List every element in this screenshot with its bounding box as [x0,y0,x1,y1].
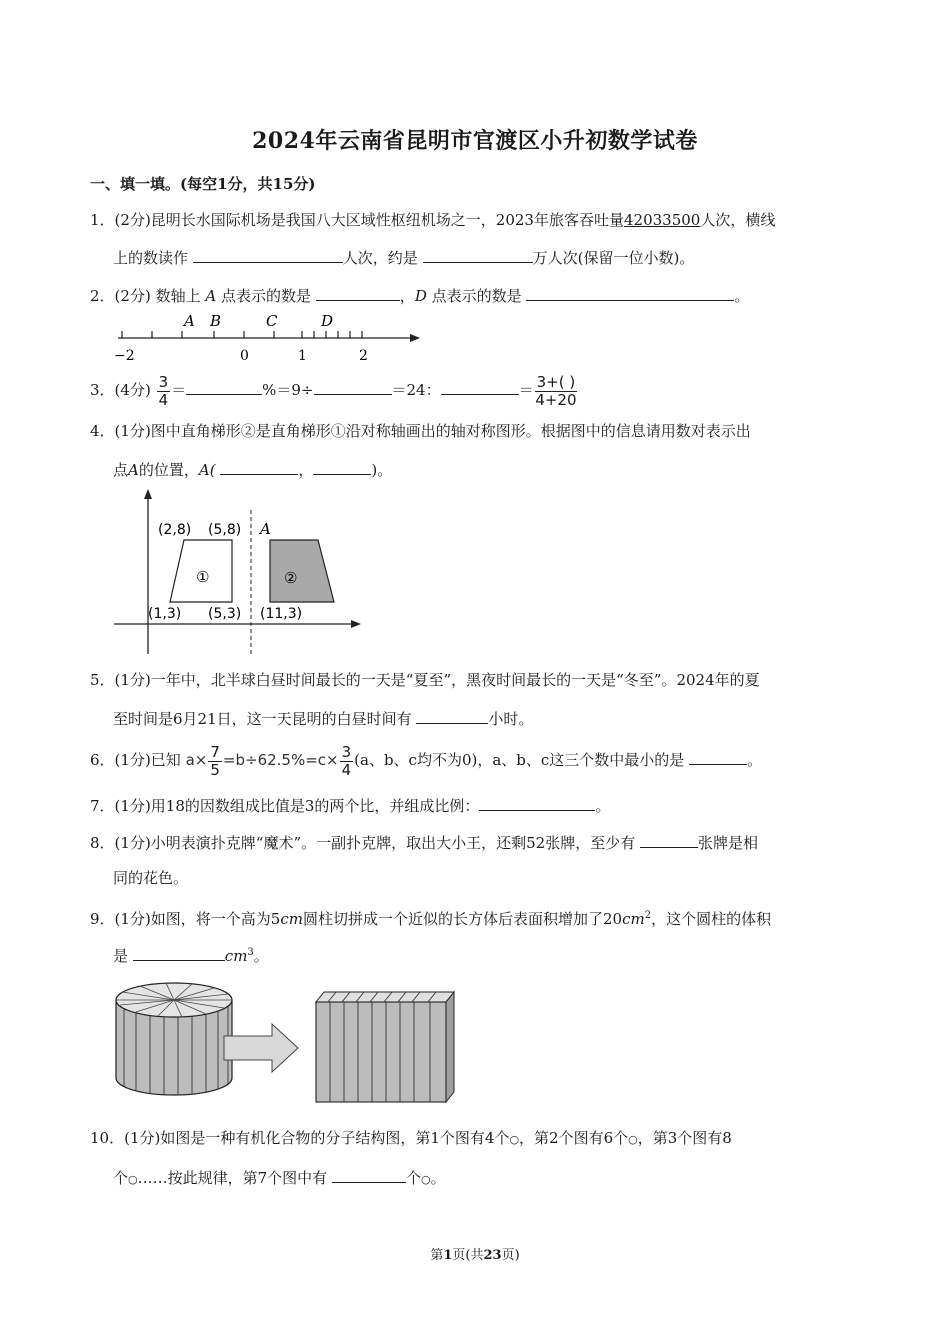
underlined-number: 42033500 [623,211,701,229]
coord-label: (5,3) [208,606,242,622]
answer-blank[interactable] [689,748,747,765]
page-footer: 第1页(共23页) [430,1248,520,1263]
question-4-line-1: 4．(1分)图中直角梯形②是直角梯形①沿对称轴画出的轴对称图形。根据图中的信息请用数对表示出 [90,422,751,440]
question-4-line-2: 点A的位置，A( ， )。 [113,458,392,480]
coord-label: (5,8) [208,522,242,538]
point-label-c: C [266,312,278,330]
question-9-line-1: 9．(1分)如图，将一个高为5cm圆柱切拼成一个近似的长方体后表面积增加了$20cm^2$，这个圆柱的体积 [90,910,772,928]
answer-blank[interactable] [441,378,519,395]
page-number: 1 [443,1248,453,1263]
tick-label: 0 [240,348,249,364]
question-8-line-1: 8．(1分)小明表演扑克牌“魔术”。一副扑克牌，取出大小王，还剩52张牌，至少有 张牌是相 [90,831,758,853]
point-label-b: B [210,312,222,330]
question-5-line-1: 5．(1分)一年中，北半球白昼时间最长的一天是“夏至”，黑夜时间最长的一天是“冬至”。2024年的夏 [90,671,760,689]
answer-blank[interactable] [423,246,533,263]
point-label-d: D [321,312,334,330]
answer-blank[interactable] [313,458,371,475]
cylinder-to-cuboid-figure [110,976,460,1106]
question-2-line: 2．(2分) 数轴上 A 点表示的数是 ，D 点表示的数是 。 [90,284,749,306]
question-8-line-2: 同的花色。 [113,869,189,887]
shape-label: ① [196,568,210,586]
coordinate-figure [108,486,368,658]
fraction: $\frac{3}{4}$ [341,742,352,779]
answer-blank[interactable] [416,707,488,724]
fraction: $\frac{3}{4}$ [158,372,169,409]
question-1-line-1: 1．(2分)昆明长水国际机场是我国八大区域性枢纽机场之一，2023年旅客吞吐量42033500人次，横线 [90,211,776,229]
question-5-line-2: 至时间是6月21日，这一天昆明的白昼时间有 小时。 [113,707,533,729]
coord-label: (2,8) [158,522,192,538]
trapezoid-2 [270,540,334,602]
point-a-label: A [260,520,271,538]
answer-blank[interactable] [526,284,734,301]
point-label-a: A [184,312,195,330]
question-10-line-1: 10．(1分)如图是一种有机化合物的分子结构图，第1个图有4个○，第2个图有6个○，第3个图有8 [90,1129,732,1147]
tick-label: 1 [298,348,307,364]
question-1-line-2: 上的数读作 人次，约是 万人次(保留一位小数)。 [113,246,694,268]
section-heading: 一、填一填。(每空1分，共15分) [90,175,316,193]
coord-label: (11,3) [260,606,303,622]
answer-blank[interactable] [133,944,225,961]
coord-label: (1,3) [148,606,182,622]
page-title: 2024年云南省昆明市官渡区小升初数学试卷 [252,128,698,154]
fraction: $\frac{3+( )}{4+20}$ [535,372,577,409]
answer-blank[interactable] [640,831,698,848]
tick-label: −2 [114,348,135,364]
answer-blank[interactable] [316,284,400,301]
answer-blank[interactable] [314,378,392,395]
answer-blank[interactable] [332,1166,406,1183]
question-3-line: 3．(4分) $\frac{3}{4}$ ＝ %＝9÷ ＝24： ＝ $\frac{3+( )}{4+20}$ [90,372,577,409]
number-line-figure [110,305,430,367]
answer-blank[interactable] [479,794,595,811]
question-6-line: 6．(1分)已知 a× $\frac{7}{5}$ =b÷62.5%=c× $\frac{3}{4}$ (a、b、c均不为0)，a、b、c这三个数中最小的是 。 [90,742,763,779]
page-total: 23 [483,1248,502,1263]
question-9-line-2: 是 $cm^3$。 [113,943,269,966]
answer-blank[interactable] [186,378,262,395]
question-10-line-2: 个○……按此规律，第7个图中有 个○。 [113,1166,446,1190]
fraction: $\frac{7}{5}$ [210,742,220,779]
tick-label: 2 [359,348,368,364]
question-7-line: 7．(1分)用18的因数组成比值是3的两个比，并组成比例： 。 [90,794,610,816]
answer-blank[interactable] [193,246,343,263]
answer-blank[interactable] [220,458,298,475]
shape-label: ② [284,569,298,587]
